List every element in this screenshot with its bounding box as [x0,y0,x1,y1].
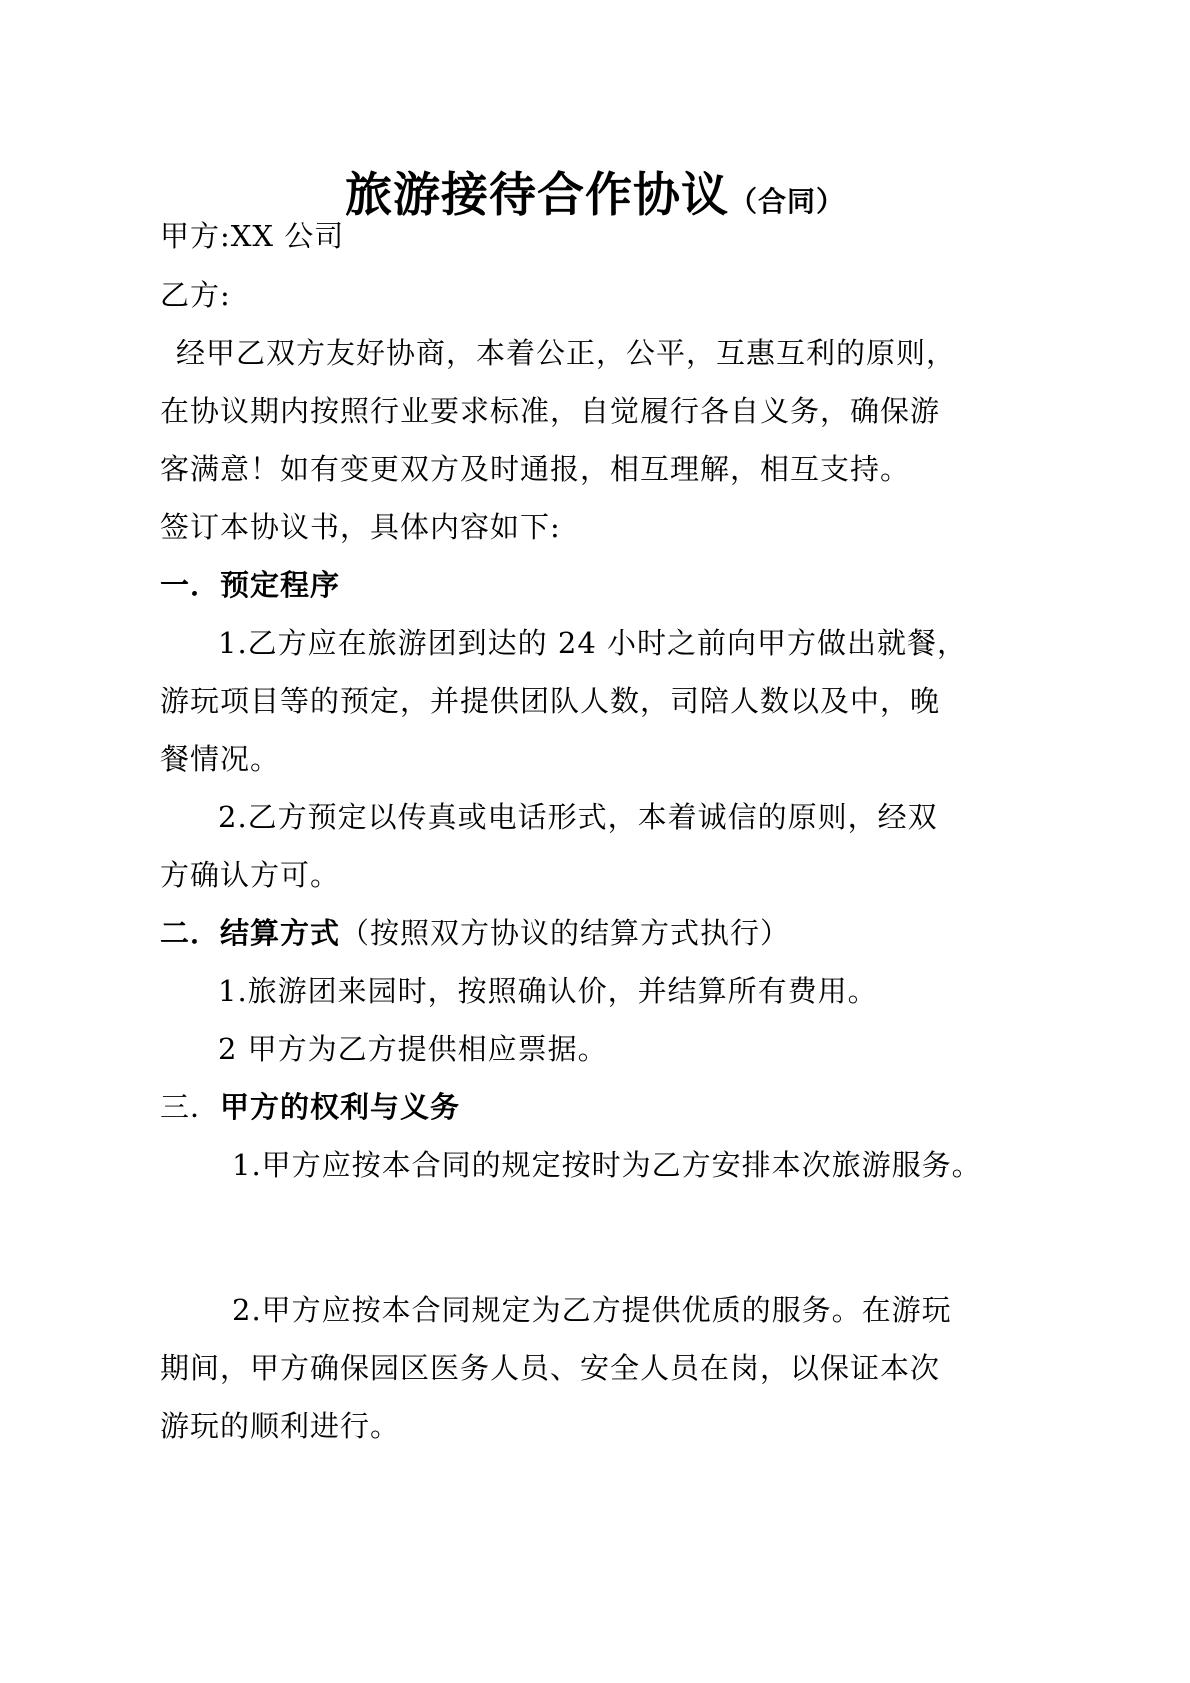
title-sub: （合同） [728,185,845,218]
section3-heading [160,1087,1190,1127]
section3-item2-line-2: 期间，甲方确保园区医务人员、安全人员在岗，以保证本次 [160,1351,941,1385]
section2-heading [160,913,1190,953]
section2-heading-note: （按照双方协议的结算方式执行） [340,916,791,950]
section1-item2-line-2: 方确认方可。 [160,858,341,892]
section3-item2-line-3: 游玩的顺利进行。 [160,1409,401,1443]
party-a: 甲方:XX 公司 [160,219,345,253]
section2-heading-num: 二． [160,916,221,950]
section1-item1-line-3: 餐情况。 [160,742,281,776]
intro-line-1: 经甲乙双方友好协商，本着公正，公平，互惠互利的原则， [176,336,957,370]
section3-item1: 1.甲方应按本合同的规定按时为乙方安排本次旅游服务。 [232,1148,982,1182]
section3-item2-line-1: 2.甲方应按本合同规定为乙方提供优质的服务。在游玩 [232,1293,952,1327]
party-b: 乙方: [160,278,231,312]
section1-item2-line-1: 2.乙方预定以传真或电话形式，本着诚信的原则，经双 [218,800,938,834]
section2-item1: 1.旅游团来园时，按照确认价，并结算所有费用。 [218,974,878,1008]
section1-item1-line-1: 1.乙方应在旅游团到达的 24 小时之前向甲方做出就餐， [218,626,968,660]
section1-heading: 一．预定程序 [160,568,341,602]
section2-item2: 2 甲方为乙方提供相应票据。 [218,1032,608,1066]
title-main: 旅游接待合作协议 [344,168,729,223]
section1-item1-line-2: 游玩项目等的预定，并提供团队人数，司陪人数以及中，晚 [160,684,941,718]
intro-line-3: 客满意！如有变更双方及时通报，相互理解，相互支持。 [160,452,911,486]
intro-line-4: 签订本协议书，具体内容如下: [160,510,561,544]
section2-heading-title: 结算方式 [220,916,341,950]
intro-line-2: 在协议期内按照行业要求标准，自觉履行各自义务，确保游 [160,394,941,428]
section3-heading-title: 甲方的权利与义务 [220,1090,461,1124]
section3-heading-num: 三． [160,1090,221,1124]
